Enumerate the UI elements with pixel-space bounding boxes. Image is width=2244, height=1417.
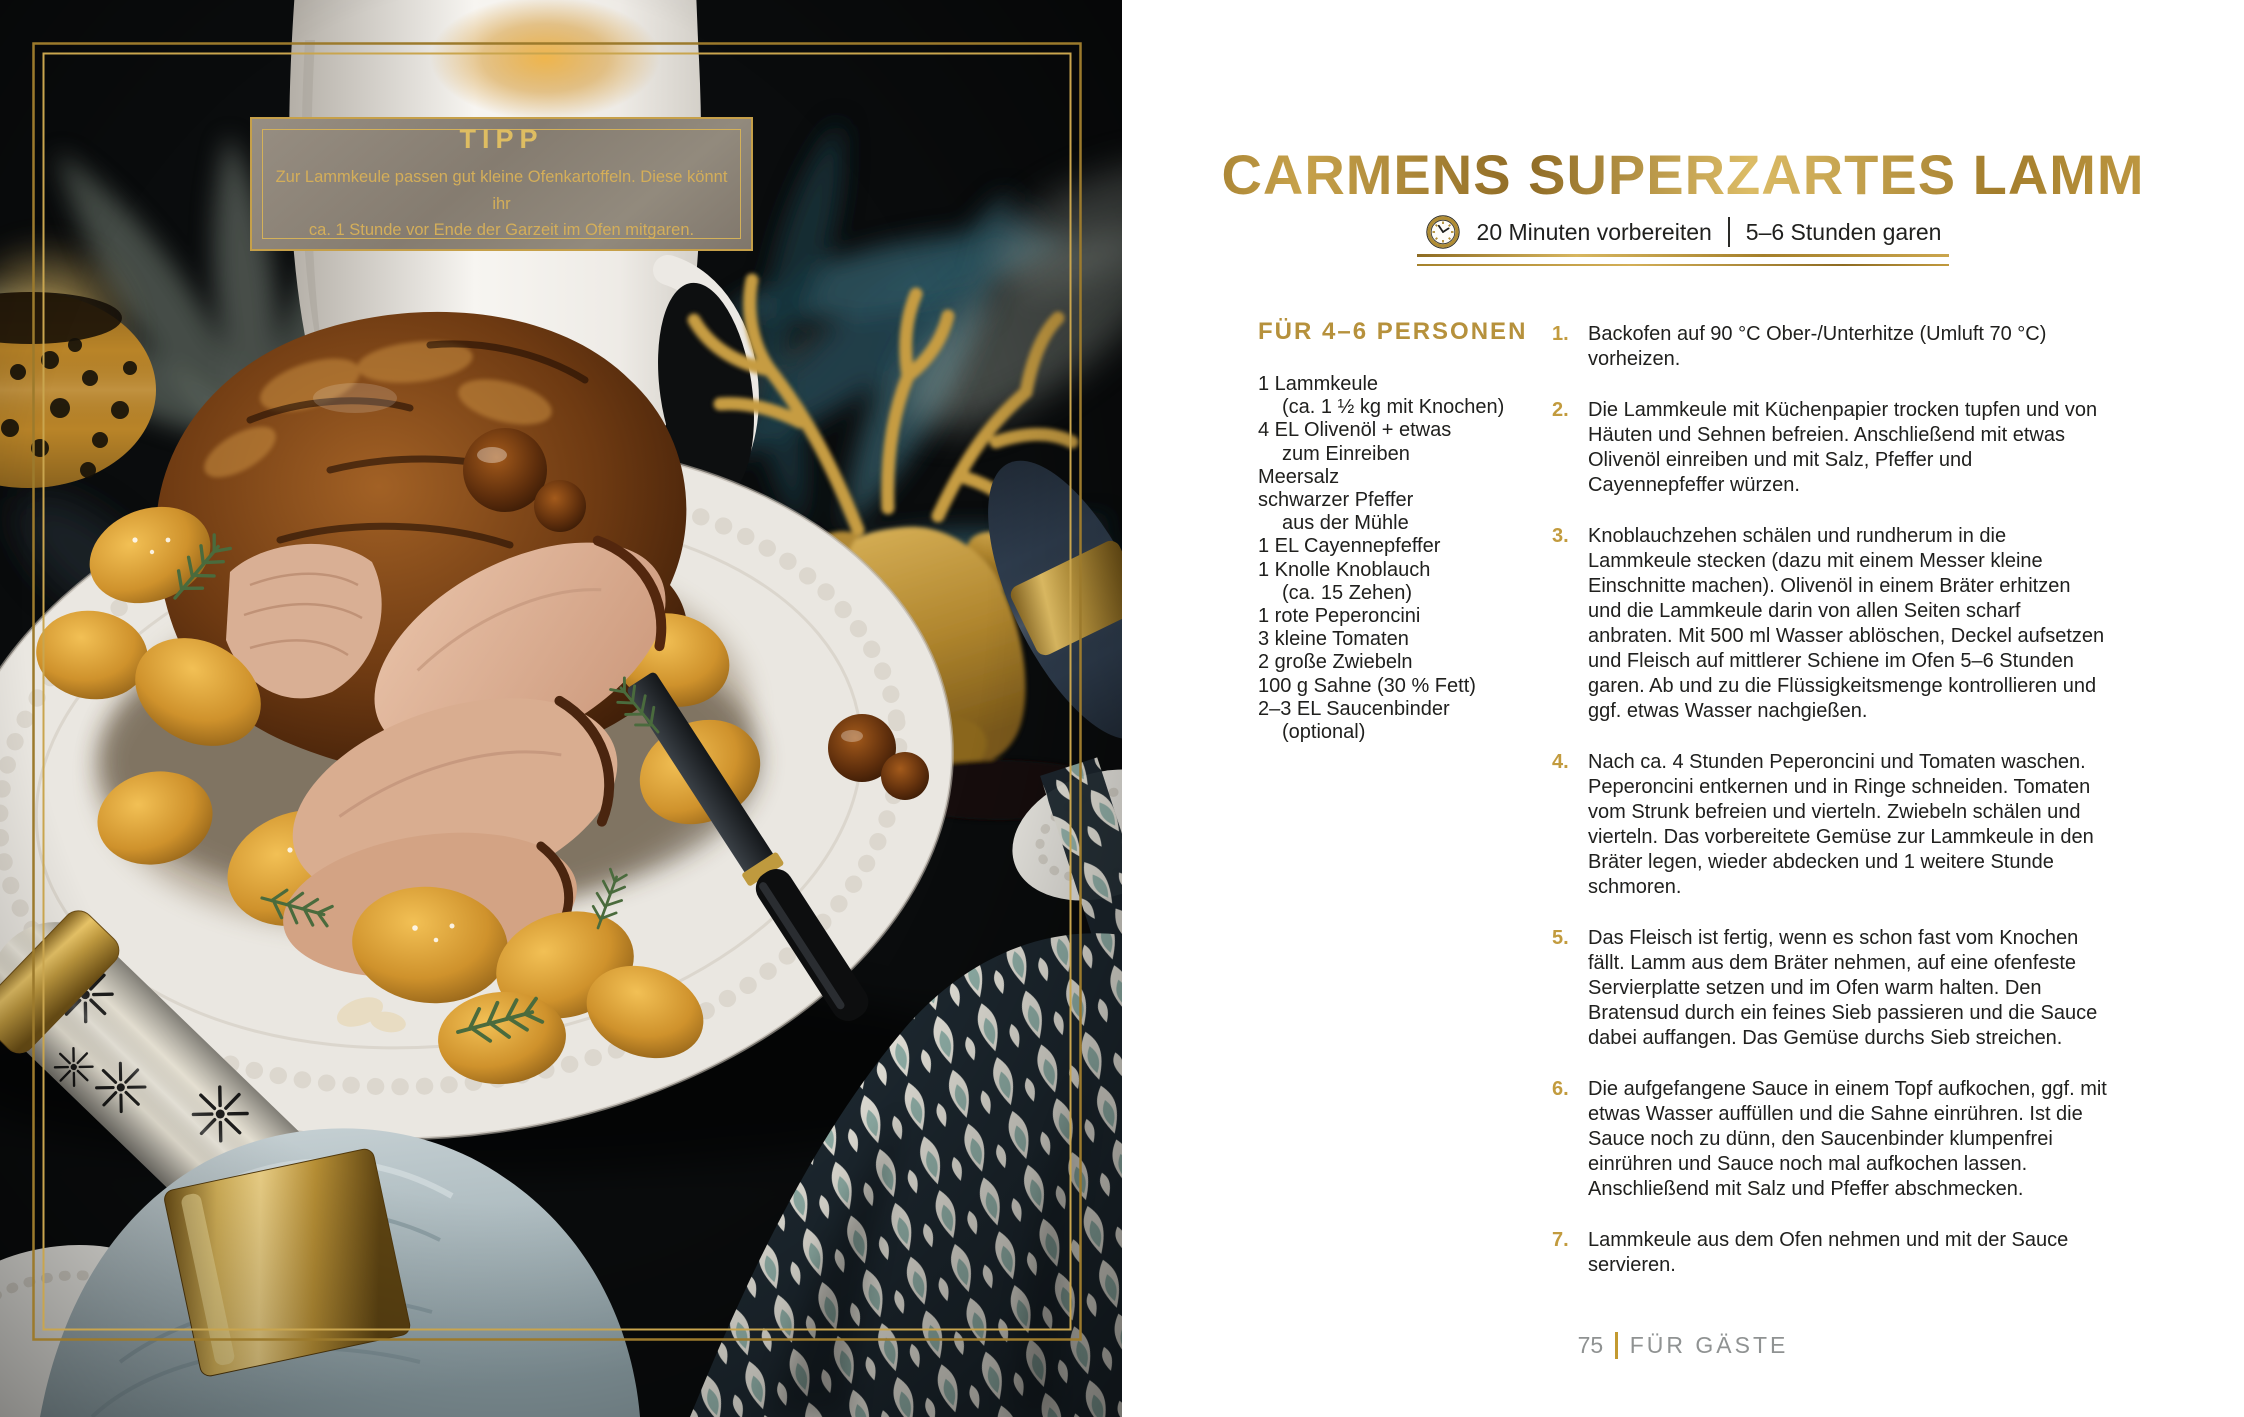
ingredient-item: aus der Mühle xyxy=(1282,512,1409,535)
ingredient-item: zum Einreiben xyxy=(1282,442,1410,465)
step-number: 2. xyxy=(1552,399,1569,421)
ingredient-item: 2–3 EL Saucenbinder xyxy=(1258,697,1450,720)
prep-time: 20 Minuten vorbereiten xyxy=(1476,218,1712,245)
footer-section: FÜR GÄSTE xyxy=(1629,1332,1789,1358)
steps-column xyxy=(1552,322,2108,1304)
time-separator xyxy=(1728,217,1730,247)
step-text: Nach ca. 4 Stunden Peperoncini und Tomaten waschen. Peperoncini entkernen und in Ringe schneiden. Tomaten vom Strunk befreien und vierteln. Zwiebeln schälen und vierteln. Das vorbereitete Gemüse zur Lammkeule in den Bräter legen, wieder abdecken und 1 weitere Stunde schmoren. xyxy=(1588,751,2094,898)
step-number: 1. xyxy=(1552,323,1569,345)
recipe-step xyxy=(1552,398,2108,498)
cook-time: 5–6 Stunden garen xyxy=(1745,218,1942,245)
ingredient-item: (ca. 15 Zehen) xyxy=(1282,581,1413,604)
step-text: Lammkeule aus dem Ofen nehmen und mit der Sauce servieren. xyxy=(1588,1229,2069,1276)
recipe-step xyxy=(1552,1228,2108,1278)
ingredient-item: (optional) xyxy=(1282,721,1366,744)
servings-heading: FÜR 4–6 PERSONEN xyxy=(1258,318,1528,345)
step-number: 6. xyxy=(1552,1078,1569,1100)
recipe-page xyxy=(1122,0,2244,1417)
ingredients-list xyxy=(1258,373,1550,744)
recipe-step xyxy=(1552,750,2108,900)
step-number: 7. xyxy=(1552,1229,1569,1251)
recipe-title: CARMENS SUPERZARTES LAMM xyxy=(1122,142,2244,207)
step-text: Knoblauchzehen schälen und rundherum in die Lammkeule stecken (dazu mit einem Messer kleine Einschnitte machen). Olivenöl in einem Bräter erhitzen und die Lammkeule darin von allen Seiten scharf anbraten. Mit 500 ml Wasser ablöschen, Deckel aufsetzen und Fleisch auf mittlerer Schiene im Ofen 5–6 Stunden garen. Ab und zu die Flüssigkeitsmenge kontrollieren und ggf. etwas Wasser nachgießen. xyxy=(1588,525,2105,722)
recipe-step xyxy=(1552,322,2108,372)
recipe-step xyxy=(1552,1077,2108,1202)
step-number: 3. xyxy=(1552,525,1569,547)
tip-text-line1: Zur Lammkeule passen gut kleine Ofenkartoffeln. Diese könnt ihr xyxy=(275,168,728,213)
recipe-step xyxy=(1552,926,2108,1051)
tip-box xyxy=(250,117,753,251)
ingredient-item: 1 Lammkeule xyxy=(1258,373,1379,395)
step-text: Die aufgefangene Sauce in einem Topf aufkochen, ggf. mit etwas Wasser auffüllen und die Sahne einrühren. Ist die Sauce noch zu dünn, den Saucenbinder klumpenfrei einrühren und Sauce noch mal aufkochen lassen. Anschließend mit Salz und Pfeffer abschmecken. xyxy=(1588,1078,2107,1200)
ingredient-item: 100 g Sahne (30 % Fett) xyxy=(1258,674,1476,697)
ingredient-item: schwarzer Pfeffer xyxy=(1258,489,1414,512)
page-number: 75 xyxy=(1577,1332,1604,1358)
step-number: 5. xyxy=(1552,927,1569,949)
time-row xyxy=(1122,212,2244,252)
ingredients-column xyxy=(1258,318,1550,744)
ingredient-item: 4 EL Olivenöl + etwas xyxy=(1258,419,1452,442)
ingredient-item: 3 kleine Tomaten xyxy=(1258,628,1409,651)
ingredient-item: 2 große Zwiebeln xyxy=(1258,651,1413,674)
ingredient-item: 1 Knolle Knoblauch xyxy=(1258,558,1431,581)
ingredient-item: Meersalz xyxy=(1258,465,1340,488)
step-text: Die Lammkeule mit Küchenpapier trocken tupfen und von Häuten und Sehnen befreien. Anschließend mit etwas Olivenöl einreiben und mit Salz, Pfeffer und Cayennepfeffer würzen. xyxy=(1588,399,2098,496)
step-number: 4. xyxy=(1552,751,1569,773)
recipe-step xyxy=(1552,524,2108,724)
ingredient-item: 1 rote Peperoncini xyxy=(1258,605,1421,628)
ingredient-item: 1 EL Cayennepfeffer xyxy=(1258,535,1441,558)
ingredient-item: (ca. 1 ½ kg mit Knochen) xyxy=(1282,396,1505,419)
step-text: Backofen auf 90 °C Ober-/Unterhitze (Umluft 70 °C) vorheizen. xyxy=(1588,323,2047,370)
footer-separator xyxy=(1615,1332,1618,1359)
tip-text-line2: ca. 1 Stunde vor Ende der Garzeit im Ofen mitgaren. xyxy=(308,221,695,240)
tip-box-inner xyxy=(262,124,741,240)
tip-title: TIPP xyxy=(459,124,544,155)
gold-divider xyxy=(1417,254,1949,266)
clock-icon xyxy=(1425,214,1461,250)
page-footer xyxy=(1122,1332,2244,1359)
step-text: Das Fleisch ist fertig, wenn es schon fast vom Knochen fällt. Lamm aus dem Bräter nehmen, auf eine ofenfeste Servierplatte setzen und im Ofen warm halten. Den Bratensud durch ein feines Sieb passieren und die Sauce dabei auffangen. Das Gemüse durchs Sieb streichen. xyxy=(1588,927,2098,1049)
